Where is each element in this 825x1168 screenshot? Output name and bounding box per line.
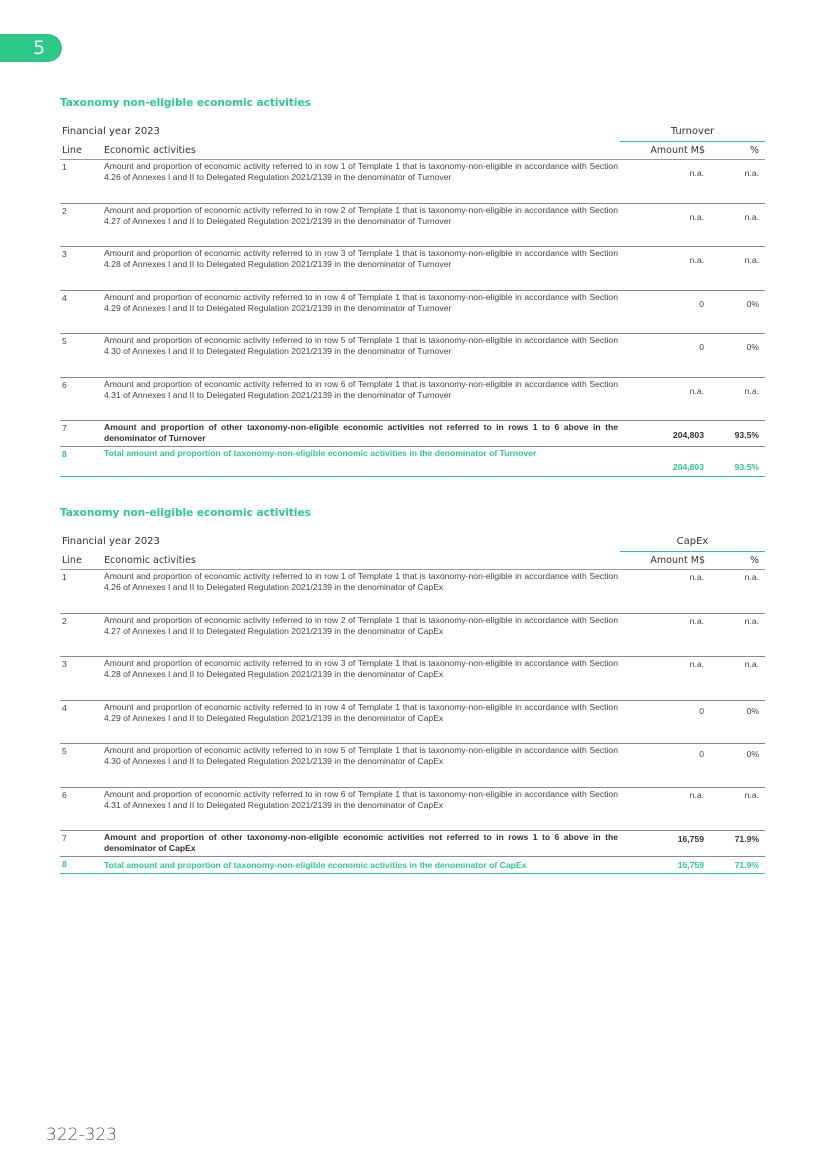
row-line-number: 3: [62, 249, 67, 259]
row-amount: n.a.: [689, 385, 704, 396]
table-row: [60, 247, 765, 291]
row-line-number: 4: [62, 292, 67, 303]
financial-year-label: Financial year 2023: [62, 126, 160, 137]
section-title: Taxonomy non-eligible economic activities: [60, 507, 311, 519]
row-percent: 0%: [746, 749, 759, 759]
row-amount: 0: [699, 705, 704, 716]
row-line-number: 8: [62, 859, 67, 869]
row-description: Amount and proportion of economic activity referred to in row 5 of Template 1 that is taxonomy-non-eligible in accordance with Section 4.30 of Annexes I and II to Delegated Regulation 2021/2139 in the denominator of Turnover: [104, 335, 618, 356]
table-row: [60, 701, 765, 745]
table-row: [60, 291, 765, 335]
row-description: Amount and proportion of economic activity referred to in row 3 of Template 1 that is taxonomy-non-eligible in accordance with Section 4.28 of Annexes I and II to Delegated Regulation 2021/2139 in the denominator of Turnover: [104, 248, 618, 269]
row-amount: n.a.: [689, 615, 704, 626]
row-description: Amount and proportion of other taxonomy-non-eligible economic activities not referred to in rows 1 to 6 above in the denominator of Turnover: [104, 422, 618, 443]
row-description: Amount and proportion of economic activity referred to in row 5 of Template 1 that is taxonomy-non-eligible in accordance with Section 4.30 of Annexes I and II to Delegated Regulation 2021/2139 in the denominator of CapEx: [104, 745, 618, 766]
row-amount: n.a.: [689, 211, 704, 222]
row-description: Amount and proportion of economic activity referred to in row 2 of Template 1 that is taxonomy-non-eligible in accordance with Section 4.27 of Annexes I and II to Delegated Regulation 2021/2139 in the denominator of CapEx: [104, 614, 618, 636]
row-amount: 0: [699, 342, 704, 352]
row-percent: n.a.: [744, 255, 759, 265]
table-row: [60, 657, 765, 701]
table-row-other-activities: [60, 831, 765, 857]
row-description: Amount and proportion of economic activity referred to in row 6 of Template 1 that is taxonomy-non-eligible in accordance with Section 4.31 of Annexes I and II to Delegated Regulation 2021/2139 in the denominator of Turnover: [104, 378, 618, 400]
row-amount: 0: [699, 298, 704, 309]
row-description: Amount and proportion of economic activity referred to in row 4 of Template 1 that is taxonomy-non-eligible in accordance with Section 4.29 of Annexes I and II to Delegated Regulation 2021/2139 in the denominator of CapEx: [104, 701, 618, 723]
row-line-number: 2: [62, 205, 67, 216]
row-description: Amount and proportion of economic activity referred to in row 1 of Template 1 that is taxonomy-non-eligible in accordance with Section 4.26 of Annexes I and II to Delegated Regulation 2021/2139 in the denominator of CapEx: [104, 571, 618, 592]
row-line-number: 6: [62, 379, 67, 390]
row-amount: 204,803: [672, 430, 704, 440]
row-line-number: 5: [62, 336, 67, 346]
row-amount: 0: [699, 749, 704, 759]
column-header-line: Line: [62, 555, 82, 566]
row-description: Amount and proportion of economic activity referred to in row 2 of Template 1 that is taxonomy-non-eligible in accordance with Section 4.27 of Annexes I and II to Delegated Regulation 2021/2139 in the denominator of Turnover: [104, 204, 618, 226]
row-percent: 0%: [746, 298, 759, 309]
row-amount: 16,759: [677, 860, 704, 870]
column-header-percent: %: [749, 555, 759, 566]
column-header-amount: Amount M$: [650, 145, 705, 156]
metric-header-turnover: Turnover: [620, 125, 765, 142]
column-header-activities: Economic activities: [104, 145, 196, 156]
row-amount: n.a.: [689, 659, 704, 669]
table-row: [60, 378, 765, 422]
row-percent: 71.9%: [734, 860, 759, 870]
row-description: Amount and proportion of other taxonomy-non-eligible economic activities not referred to in rows 1 to 6 above in the denominator of CapEx: [104, 832, 618, 853]
table-row-other-activities: [60, 421, 765, 447]
table-row: [60, 160, 765, 204]
metric-header-capex: CapEx: [620, 535, 765, 552]
table-row: [60, 204, 765, 248]
page-number: 322-323: [46, 1125, 118, 1145]
row-percent: n.a.: [744, 789, 759, 800]
row-percent: 93.5%: [734, 430, 759, 440]
table-row: [60, 570, 765, 614]
table-column-headers: [60, 552, 765, 570]
table-row-total: [60, 447, 765, 477]
row-percent: n.a.: [744, 572, 759, 582]
chapter-number-tab: 5: [0, 34, 62, 62]
row-line-number: 6: [62, 789, 67, 800]
table-row: [60, 744, 765, 788]
table-header-top: [60, 125, 765, 142]
row-percent: n.a.: [744, 211, 759, 222]
row-line-number: 2: [62, 615, 67, 626]
table-row: [60, 614, 765, 658]
column-header-percent: %: [749, 145, 759, 156]
row-line-number: 8: [62, 449, 67, 459]
row-line-number: 1: [62, 572, 67, 582]
row-percent: 0%: [746, 342, 759, 352]
row-line-number: 5: [62, 746, 67, 756]
row-description: Amount and proportion of economic activity referred to in row 6 of Template 1 that is taxonomy-non-eligible in accordance with Section 4.31 of Annexes I and II to Delegated Regulation 2021/2139 in the denominator of CapEx: [104, 788, 618, 810]
table-column-headers: [60, 142, 765, 160]
row-line-number: 3: [62, 659, 67, 669]
row-percent: 93.5%: [734, 462, 759, 472]
row-percent: n.a.: [744, 385, 759, 396]
row-amount: n.a.: [689, 572, 704, 582]
row-description: Amount and proportion of economic activity referred to in row 1 of Template 1 that is taxonomy-non-eligible in accordance with Section 4.26 of Annexes I and II to Delegated Regulation 2021/2139 in the denominator of Turnover: [104, 161, 618, 182]
row-percent: 71.9%: [734, 834, 759, 844]
turnover-table-section: [60, 95, 765, 477]
column-header-amount: Amount M$: [650, 555, 705, 566]
row-line-number: 7: [62, 423, 67, 433]
capex-table-section: [60, 505, 765, 874]
row-amount: 204,803: [672, 462, 704, 472]
table-row: [60, 788, 765, 832]
row-description: Total amount and proportion of taxonomy-non-eligible economic activities in the denominator of CapEx: [104, 860, 527, 870]
row-amount: 16,759: [677, 834, 704, 844]
financial-year-label: Financial year 2023: [62, 536, 160, 547]
section-title: Taxonomy non-eligible economic activities: [60, 97, 311, 109]
row-description: Amount and proportion of economic activity referred to in row 3 of Template 1 that is taxonomy-non-eligible in accordance with Section 4.28 of Annexes I and II to Delegated Regulation 2021/2139 in the denominator of CapEx: [104, 658, 618, 679]
row-amount: n.a.: [689, 789, 704, 800]
table-header-top: [60, 535, 765, 552]
row-description: Amount and proportion of economic activity referred to in row 4 of Template 1 that is taxonomy-non-eligible in accordance with Section 4.29 of Annexes I and II to Delegated Regulation 2021/2139 in the denominator of Turnover: [104, 291, 618, 313]
table-row: [60, 334, 765, 378]
row-amount: n.a.: [689, 255, 704, 265]
row-line-number: 1: [62, 162, 67, 172]
row-percent: n.a.: [744, 168, 759, 178]
row-percent: n.a.: [744, 615, 759, 626]
column-header-line: Line: [62, 145, 82, 156]
row-line-number: 7: [62, 833, 67, 843]
row-line-number: 4: [62, 702, 67, 713]
row-percent: n.a.: [744, 659, 759, 669]
row-description: Total amount and proportion of taxonomy-non-eligible economic activities in the denominator of Turnover: [104, 448, 537, 458]
row-percent: 0%: [746, 705, 759, 716]
column-header-activities: Economic activities: [104, 555, 196, 566]
table-row-total: [60, 857, 765, 874]
row-amount: n.a.: [689, 168, 704, 178]
